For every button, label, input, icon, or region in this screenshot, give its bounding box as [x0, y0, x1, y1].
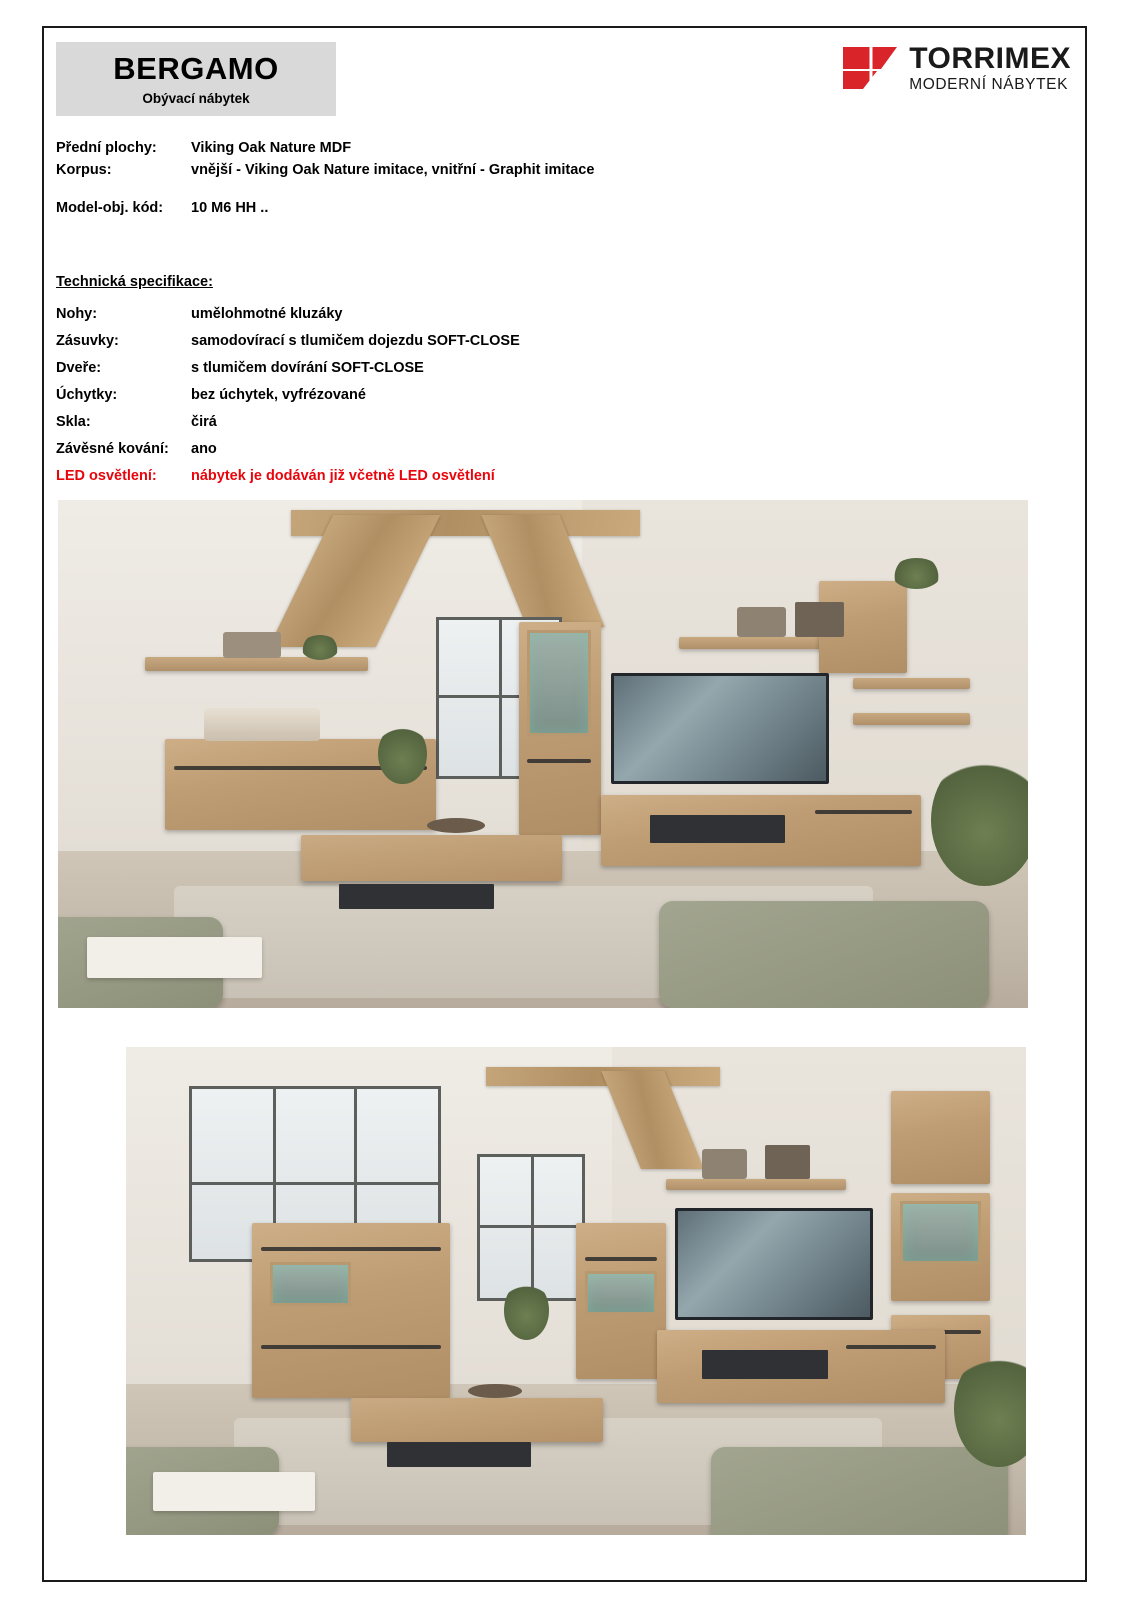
page-subtitle: Obývací nábytek [142, 90, 250, 106]
lowboard-handle-groove [815, 810, 912, 814]
spec-list [56, 140, 1036, 222]
lowboard-open-compartment [702, 1350, 828, 1379]
technical-label: Zásuvky: [56, 333, 119, 349]
brand-tagline: MODERNÍ NÁBYTEK [909, 76, 1069, 93]
page-border-bottom [42, 1580, 1087, 1582]
armchair-right [711, 1447, 1008, 1535]
books-decor [737, 607, 786, 637]
books-decor [223, 632, 281, 658]
plant-small [504, 1281, 549, 1340]
wall-shelf-center [666, 1179, 846, 1191]
books-decor [702, 1149, 747, 1178]
technical-value: umělohmotné kluzáky [191, 306, 343, 322]
spec-label: Korpus: [56, 162, 112, 178]
technical-value: s tlumičem dovírání SOFT-CLOSE [191, 360, 424, 376]
cabinet-handle-groove [585, 1257, 657, 1261]
highboard-handle-groove [261, 1345, 441, 1349]
glass-display-section [900, 1201, 981, 1264]
spec-row [56, 200, 1036, 216]
technical-row [56, 333, 1036, 349]
picture-frame-decor [765, 1145, 810, 1179]
technical-value: bez úchytek, vyfrézované [191, 387, 366, 403]
spec-value: vnější - Viking Oak Nature imitace, vnitřní - Graphit imitace [191, 162, 595, 178]
plant-decor [301, 635, 340, 660]
spec-value: Viking Oak Nature MDF [191, 140, 352, 156]
technical-row [56, 306, 1036, 322]
brand-name: TORRIMEX [909, 42, 1071, 75]
coffee-table [301, 835, 563, 881]
television [611, 673, 829, 785]
technical-row [56, 414, 1036, 430]
technical-label: Nohy: [56, 306, 98, 322]
vase-decor-group [204, 708, 320, 741]
technical-value: ano [191, 441, 217, 457]
coffee-table [351, 1398, 603, 1442]
armchair-right [659, 901, 989, 1008]
window-mullion [499, 620, 502, 777]
television [675, 1208, 873, 1320]
interior-scene [58, 500, 1028, 1008]
page-border-top [42, 26, 1087, 28]
technical-value: nábytek je dodáván již včetně LED osvětlení [191, 468, 495, 484]
page-border-left [42, 26, 44, 1582]
highboard-handle-groove [261, 1247, 441, 1251]
technical-value: čirá [191, 414, 217, 430]
glass-display-section [585, 1271, 657, 1315]
product-title-box [56, 42, 336, 116]
plant-large-right [931, 754, 1028, 886]
spacer [56, 184, 1036, 200]
wall-shelf-right-lower [853, 713, 969, 724]
torrimex-logo-icon [841, 45, 899, 91]
plant-decor [892, 558, 941, 588]
coffee-table-shelf [387, 1442, 531, 1466]
wall-shelf-right-upper [853, 678, 969, 689]
wall-shelf-left [145, 657, 368, 670]
cabinet-handle-groove [527, 759, 591, 763]
technical-label: Skla: [56, 414, 91, 430]
window-mullion [480, 1225, 582, 1228]
spec-label: Přední plochy: [56, 140, 157, 156]
page-border-right [1085, 26, 1087, 1582]
glass-display-section [270, 1262, 351, 1306]
lowboard-handle-groove [846, 1345, 936, 1349]
technical-label: Úchytky: [56, 387, 118, 403]
lowboard-open-compartment [650, 815, 786, 843]
open-book [87, 937, 262, 978]
technical-label: Závěsné kování: [56, 441, 169, 457]
glass-display-section [527, 630, 591, 737]
living-room-photo-bottom [126, 1047, 1026, 1535]
brand-text [909, 44, 1071, 93]
living-room-photo-top [58, 500, 1028, 1008]
technical-value: samodovírací s tlumičem dojezdu SOFT-CLOSE [191, 333, 520, 349]
technical-row [56, 360, 1036, 376]
spec-row [56, 162, 1036, 178]
open-book [153, 1472, 315, 1511]
technical-heading: Technická specifikace: [56, 274, 213, 290]
technical-row [56, 441, 1036, 457]
spec-label: Model-obj. kód: [56, 200, 164, 216]
picture-frame-decor [795, 602, 844, 638]
technical-label: LED osvětlení: [56, 468, 157, 484]
window [477, 1154, 585, 1300]
wall-cabinet-top-right [891, 1091, 990, 1184]
bowl-decor [427, 818, 485, 833]
window-mullion [192, 1182, 438, 1185]
technical-row [56, 387, 1036, 403]
technical-label: Dveře: [56, 360, 102, 376]
technical-list [56, 306, 1036, 495]
page-title: BERGAMO [113, 51, 279, 87]
spec-value: 10 M6 HH .. [191, 200, 269, 216]
coffee-table-shelf [339, 884, 494, 909]
plant-small [378, 724, 427, 785]
spec-row [56, 140, 1036, 156]
interior-scene [126, 1047, 1026, 1535]
brand-logo [841, 44, 1071, 93]
technical-row-led [56, 468, 1036, 484]
